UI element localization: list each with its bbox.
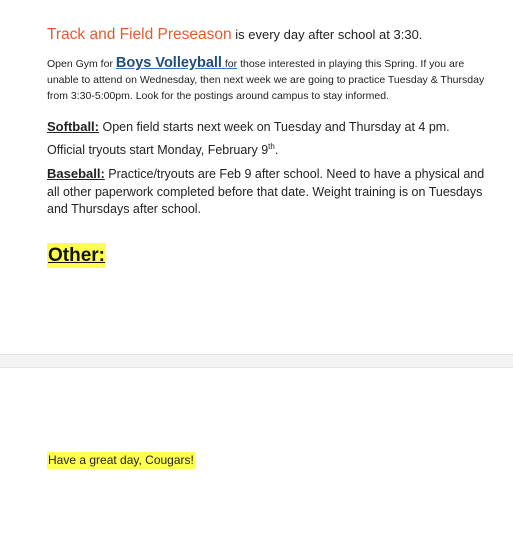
softball-text: Open field starts next week on Tuesday and Thursday at 4 pm. Official tryouts start Monday, February 9 (47, 120, 450, 158)
volleyball-title: Boys Volleyball (115, 55, 222, 71)
baseball-text: Practice/tryouts are Feb 9 after school. Need to have a physical and all other paperwork completed before that date. Weight training is on Tuesdays and Thursdays after school. (47, 167, 485, 216)
volleyball-paragraph (47, 55, 497, 104)
closing-line: Have a great day, Cougars! (48, 453, 194, 467)
softball-end: . (274, 143, 279, 158)
softball-heading: Softball: (47, 119, 99, 134)
page-separator (0, 354, 513, 368)
other-heading: Other: (48, 245, 105, 266)
softball-superscript: th (268, 142, 275, 151)
track-text: is every day after school at 3:30. (231, 27, 423, 42)
baseball-heading: Baseball: (47, 166, 105, 181)
baseball-paragraph (47, 165, 487, 219)
volleyball-text: those interested in playing this Spring. If you are unable to attend on Wednesday, then next week we are going to practice Tuesday & Thursday from 3:30-5:00pm. Look for the postings around campus to stay informed. (47, 58, 485, 102)
track-paragraph (47, 26, 422, 44)
volleyball-for: for (224, 58, 238, 70)
softball-paragraph (47, 117, 487, 160)
track-title: Track and Field Preseason (47, 26, 232, 43)
volleyball-prefix: Open Gym for (47, 58, 116, 70)
